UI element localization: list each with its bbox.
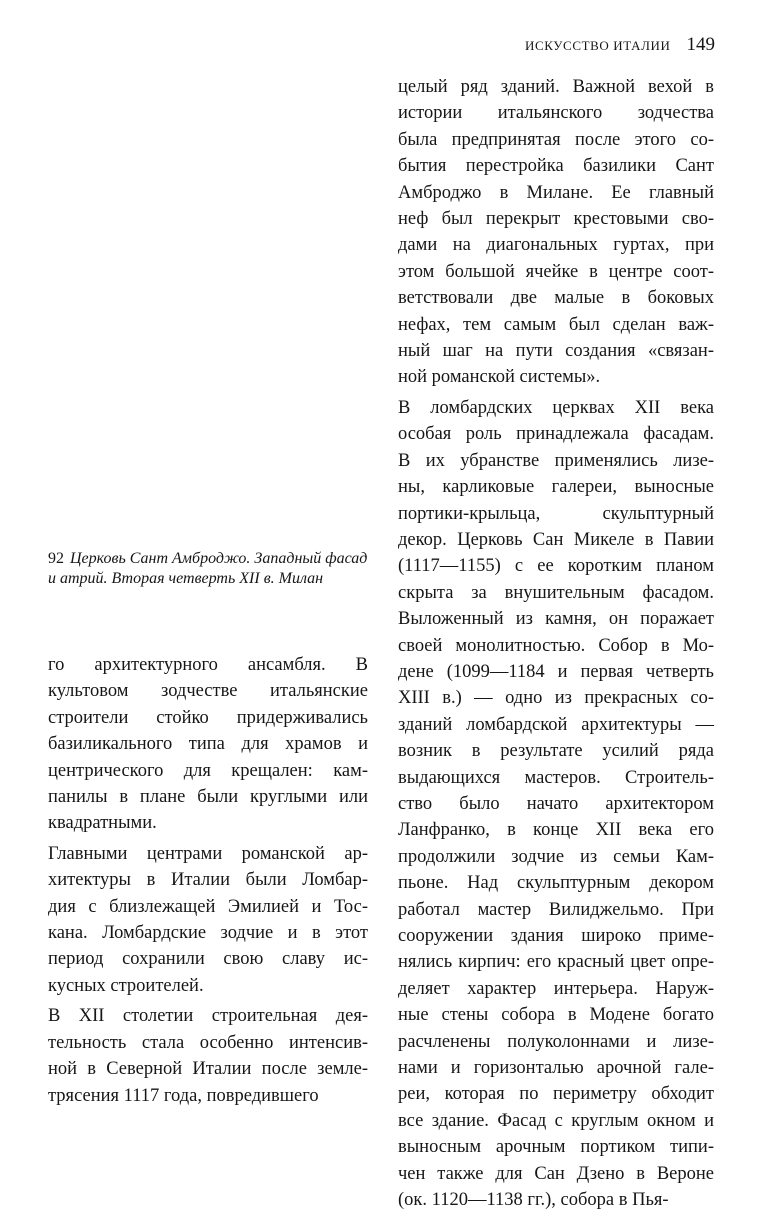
left-column-line: культовом зодчестве итальянские — [48, 681, 368, 702]
left-column-line: хитектуры в Италии были Ломбар- — [48, 870, 368, 891]
right-column-line: целый ряд зданий. Важной вехой в — [398, 77, 714, 97]
right-column-line: зданий ломбардской архитектуры — — [398, 714, 714, 735]
left-column-line: панилы в плане были круглыми или — [48, 787, 368, 808]
right-column-line: работал мастер Вилиджельмо. При — [398, 899, 714, 920]
right-column-line: бытия перестройка базилики Сант — [398, 156, 714, 177]
right-column-line: декор. Церковь Сан Микеле в Павии — [398, 529, 714, 550]
right-column-line: дене (1099—1184 и первая четверть — [398, 661, 714, 682]
right-column-line: В их убранстве применялись лизе- — [398, 450, 714, 471]
right-column-line: этом большой ячейке в центре соот- — [398, 261, 714, 282]
left-column-paragraph — [48, 652, 368, 837]
running-header-title: ИСКУССТВО ИТАЛИИ — [524, 38, 671, 53]
left-text-column — [48, 652, 368, 1109]
right-text-column — [398, 74, 714, 1213]
page-number: 149 — [686, 34, 715, 55]
right-column-line: деляет характер интерьера. Наруж- — [398, 978, 714, 999]
right-column-line: портики-крыльца, скульптурный — [398, 503, 714, 524]
left-column-line: Главными центрами романской ар- — [48, 843, 368, 864]
right-column-line: чен также для Сан Дзено в Вероне — [398, 1163, 714, 1184]
right-column-line: XIII в.) — одно из прекрасных со- — [398, 688, 714, 709]
right-column-line: пьоне. Над скульптурным декором — [398, 873, 714, 894]
right-column-line: ветствовали две малые в боковых — [398, 288, 714, 309]
figure-caption-text: Церковь Сант Амброджо. Западный фасад и атрий. Вторая четверть XII в. Милан — [48, 550, 368, 587]
right-column-line: расчленены полуколоннами и лизе- — [398, 1031, 714, 1052]
left-column-line: ной в Северной Италии после земле- — [48, 1059, 368, 1080]
right-column-line: выдающихся мастеров. Строитель- — [398, 767, 714, 788]
left-column-paragraph — [48, 841, 368, 999]
right-column-line: ны, карликовые галереи, выносные — [398, 477, 714, 498]
right-column-line: особая роль принадлежала фасадам. — [398, 424, 714, 445]
running-header — [520, 33, 715, 58]
right-column-line: выносным арочным портиком типи- — [398, 1137, 714, 1158]
left-column-line: период сохранили свою славу ис- — [48, 949, 368, 970]
right-column-line: Амброджо в Милане. Ее главный — [398, 182, 714, 203]
right-column-line: ство было начато архитектором — [398, 793, 714, 814]
right-column-line: неф был перекрыт крестовыми сво- — [398, 209, 714, 230]
right-column-line: своей монолитностью. Собор в Мо- — [398, 635, 714, 656]
left-column-line: тельность стала особенно интенсив- — [48, 1032, 368, 1053]
left-column-paragraph — [48, 1003, 368, 1109]
right-column-line: продолжили зодчие из семьи Кам- — [398, 846, 714, 867]
right-column-paragraph — [398, 74, 714, 391]
right-column-line: (1117—1155) с ее коротким планом — [398, 556, 714, 577]
right-column-line: В ломбардских церквах XII века — [398, 397, 714, 418]
right-column-line: сооружении здания широко приме- — [398, 926, 714, 946]
right-column-paragraph — [398, 395, 714, 1213]
left-column-line: кусных строителей. — [48, 975, 204, 996]
left-column-line: центрического для крещален: кам- — [48, 760, 368, 781]
right-column-line: реи, которая по периметру обходит — [398, 1084, 714, 1105]
right-column-line: (ок. 1120—1138 гг.), собора в Пья- — [398, 1190, 669, 1211]
figure-caption — [48, 549, 368, 589]
right-column-line: скрыта за внушительным фасадом. — [398, 582, 714, 603]
right-column-line: дами на диагональных гуртах, при — [398, 235, 714, 256]
right-column-line: нефах, тем самым был сделан важ- — [398, 314, 714, 335]
left-column-line: строители стойко придерживались — [48, 707, 368, 728]
right-column-line: Ланфранко, в конце XII века его — [398, 820, 714, 841]
right-column-line: ной романской системы». — [398, 367, 601, 388]
right-column-line: ные стены собора в Модене богато — [398, 1005, 714, 1026]
left-column-line: трясения 1117 года, повредившего — [48, 1085, 319, 1106]
right-column-line: ный шаг на пути создания «связан- — [398, 341, 714, 362]
right-column-line: все здание. Фасад с круглым окном и — [398, 1110, 714, 1131]
right-column-line: нялись кирпич: его красный цвет опре- — [398, 952, 714, 973]
right-column-line: возник в результате усилий ряда — [398, 741, 714, 762]
right-column-line: нами и горизонталью арочной гале- — [398, 1058, 714, 1079]
right-column-line: истории итальянского зодчества — [398, 103, 714, 124]
left-column-line: базиликального типа для храмов и — [48, 734, 368, 755]
left-column-line: квадратными. — [48, 813, 157, 834]
figure-caption-number: 92 — [48, 550, 64, 567]
left-column-line: дия с близлежащей Эмилией и Тос- — [48, 896, 368, 917]
right-column-line: Выложенный из камня, он поражает — [398, 609, 714, 630]
right-column-line: была предпринятая после этого со- — [398, 129, 714, 150]
left-column-line: В XII столетии строительная дея- — [48, 1006, 368, 1027]
left-column-line: кана. Ломбардские зодчие и в этот — [48, 923, 368, 944]
left-column-line: го архитектурного ансамбля. В — [48, 655, 368, 675]
